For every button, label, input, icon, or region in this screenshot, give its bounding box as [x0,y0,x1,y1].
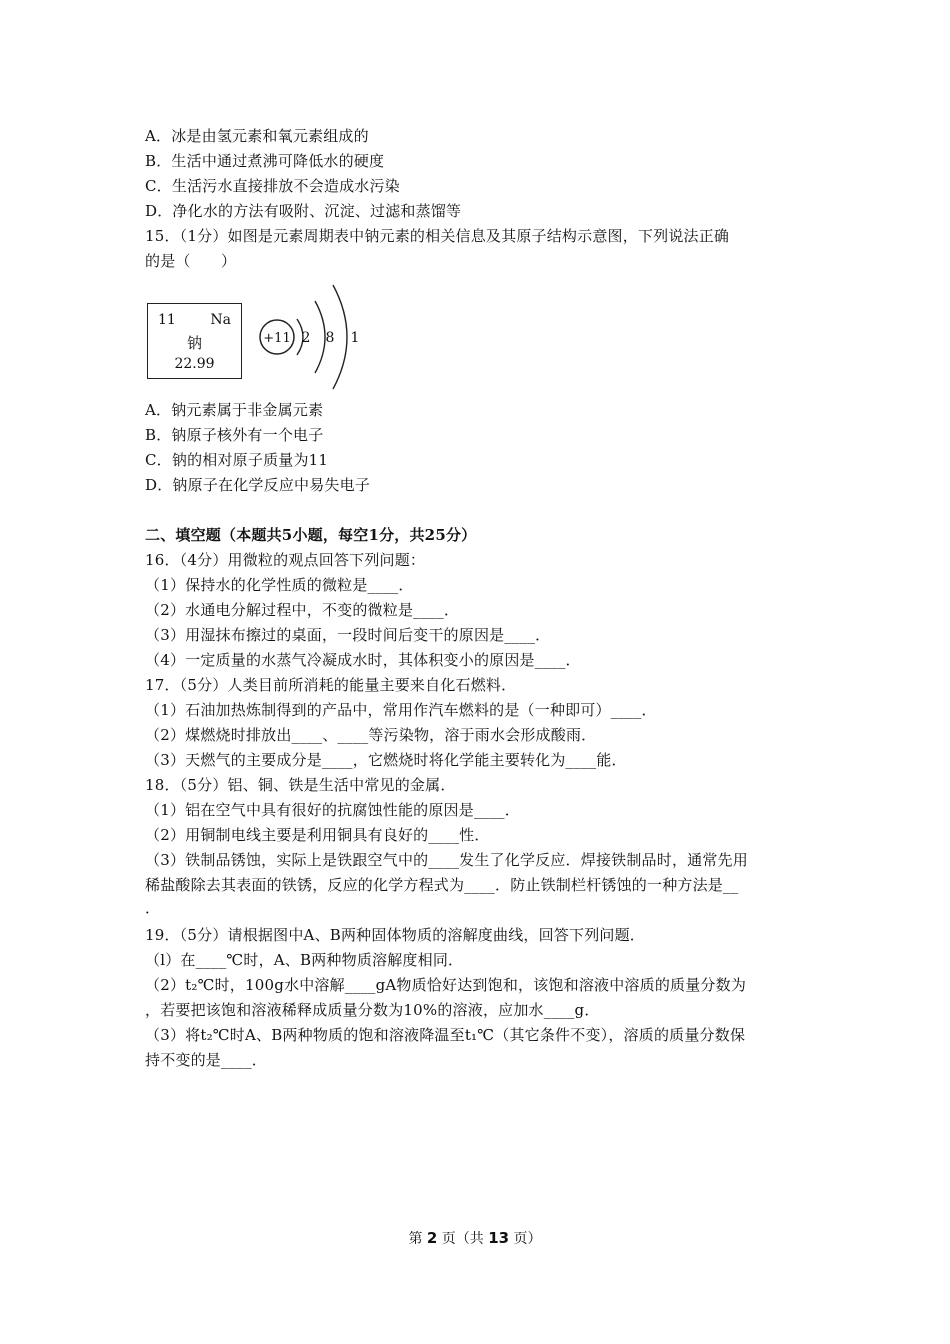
shell-2-electrons: 8 [325,330,335,346]
q15-stem-line2: 的是（ ） [145,252,237,270]
shell-1-electrons: 2 [301,330,311,346]
sodium-figure [145,283,385,395]
q16-part-2: （2）水通电分解过程中，不变的微粒是____． [145,601,460,619]
atomic-mass: 22.99 [174,356,215,372]
q17-part-2: （2）煤燃烧时排放出____、____等污染物，溶于雨水会形成酸雨． [145,726,597,744]
footer-prefix: 第 [408,1231,427,1247]
q17-stem: 17．（5分）人类目前所消耗的能量主要来自化石燃料． [145,676,517,694]
q16-part-3: （3）用湿抹布擦过的桌面，一段时间后变干的原因是____． [145,626,551,644]
q19-part-3-line2: 持不变的是____． [145,1051,268,1069]
element-symbol: Na [210,312,231,328]
footer-middle: 页（共 [437,1231,489,1247]
q18-part-2: （2）用铜制电线主要是利用铜具有良好的____性． [145,826,490,844]
q15-option-a: A．钠元素属于非金属元素 [145,401,324,419]
atomic-number: 11 [158,312,176,328]
page-number: 2 [426,1229,438,1247]
q17-part-1: （1）石油加热炼制得到的产品中，常用作汽车燃料的是（一种即可）____． [145,701,657,719]
section-title: 二、填空题（本题共5小题，每空1分，共25分） [145,526,477,544]
shell-2-arc [315,301,325,373]
q18-stem: 18．（5分）铝、铜、铁是生活中常见的金属． [145,776,456,794]
page-footer [0,1228,950,1249]
q15-option-d: D．钠原子在化学反应中易失电子 [145,476,371,494]
page-total: 13 [488,1229,510,1247]
periodic-table-cell [147,303,242,379]
q14-option-a: A．冰是由氢元素和氧元素组成的 [145,127,369,145]
q18-part-3-line3: ． [145,899,161,917]
q19-part-2-line1: （2）t₂℃时，100g水中溶解____gA物质恰好达到饱和，该饱和溶液中溶质的质量分数为 [145,976,747,994]
q19-part-3-line1: （3）将t₂℃时A、B两种物质的饱和溶液降温至t₁℃（其它条件不变），溶质的质量分数保 [145,1026,746,1044]
q14-option-b: B．生活中通过煮沸可降低水的硬度 [145,152,385,170]
q15-option-b: B．钠原子核外有一个电子 [145,426,324,444]
element-name: 钠 [186,334,202,352]
q14-option-c: C．生活污水直接排放不会造成水污染 [145,177,400,195]
q18-part-3-line1: （3）铁制品锈蚀，实际上是铁跟空气中的____发生了化学反应．焊接铁制品时，通常先用 [145,851,748,869]
q15-option-c: C．钠的相对原子质量为11 [145,451,329,469]
q19-stem: 19．（5分）请根据图中A、B两种固体物质的溶解度曲线，回答下列问题． [145,926,645,944]
nucleus-charge: +11 [263,331,291,346]
q18-part-1: （1）铝在空气中具有很好的抗腐蚀性能的原因是____． [145,801,520,819]
q14-option-d: D．净化水的方法有吸附、沉淀、过滤和蒸馏等 [145,202,462,220]
q18-part-3-line2: 稀盐酸除去其表面的铁锈，反应的化学方程式为____．防止铁制栏杆锈蚀的一种方法是__ [145,876,739,894]
shell-3-arc [333,285,347,389]
q19-part-2-line2: ，若要把该饱和溶液稀释成质量分数为10%的溶液，应加水____g． [145,1001,600,1019]
q16-part-4: （4）一定质量的水蒸气冷凝成水时，其体积变小的原因是____． [145,651,581,669]
atomic-structure-diagram [255,283,380,395]
q16-stem: 16．（4分）用微粒的观点回答下列问题： [145,551,426,569]
q17-part-3: （3）天燃气的主要成分是____，它燃烧时将化学能主要转化为____能． [145,751,627,769]
footer-suffix: 页） [509,1231,542,1247]
q19-part-1: （l）在____℃时，A、B两种物质溶解度相同． [145,951,464,969]
shell-3-electrons: 1 [350,330,360,346]
q16-part-1: （1）保持水的化学性质的微粒是____． [145,576,414,594]
q15-stem-line1: 15．（1分）如图是元素周期表中钠元素的相关信息及其原子结构示意图，下列说法正确 [145,227,730,245]
